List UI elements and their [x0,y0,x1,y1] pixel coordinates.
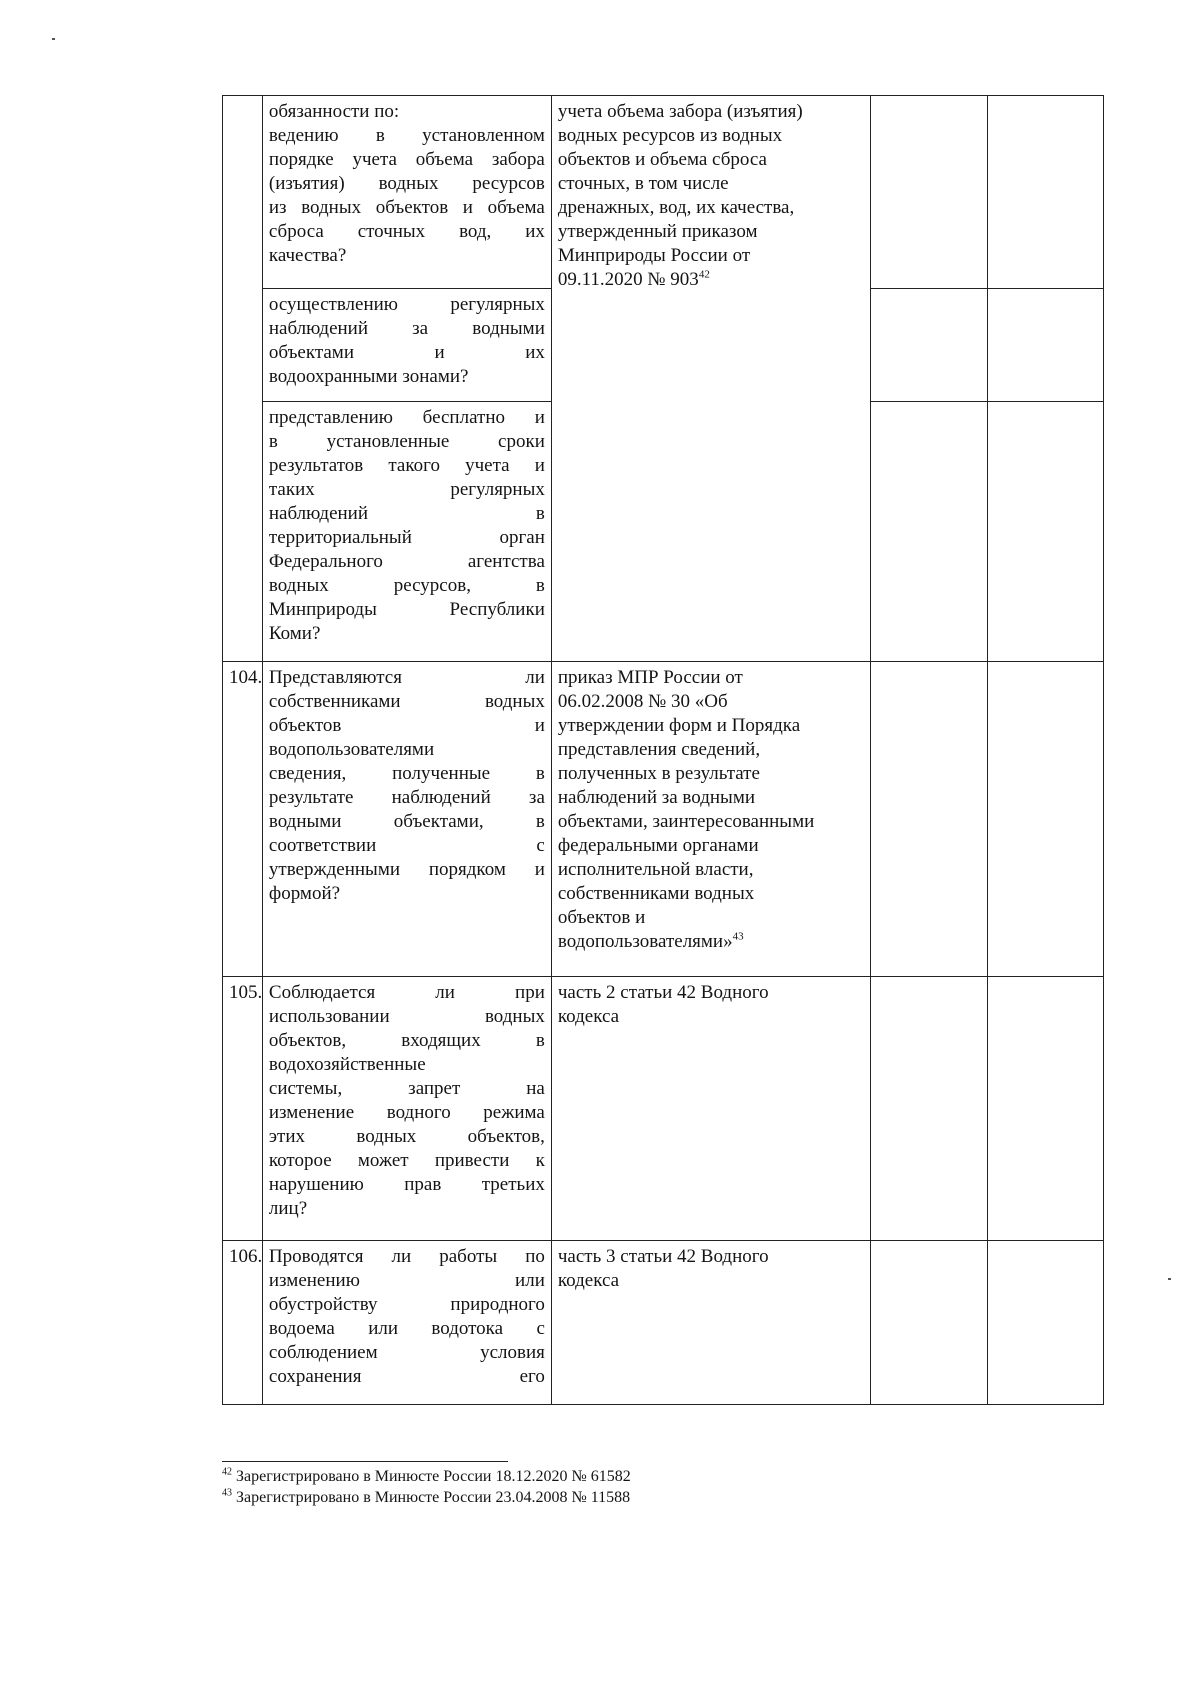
reference-line: водных ресурсов из водных [557,125,783,146]
question-line: объектов и [268,715,545,736]
question-line: лиц? [268,1198,308,1219]
empty-cell [987,662,1104,977]
reference-line: федеральными органами [557,835,759,856]
row-number-cell [223,1241,263,1405]
reference-line: часть 2 статьи 42 Водного [557,982,769,1003]
row-number-cell [223,96,263,662]
empty-cell [871,96,987,289]
question-cell [262,289,551,402]
empty-cell [871,662,987,977]
empty-cell [871,289,987,402]
question-line: объектов, входящих в [268,1030,545,1051]
question-cell [262,977,551,1241]
empty-cell [987,289,1104,402]
row-number: 104. [229,667,263,688]
empty-cell [987,1241,1104,1405]
question-line: Минприроды Республики [268,599,545,620]
question-line: формой? [268,883,341,904]
question-line: водопользователями [268,739,435,760]
reference-line: сточных, в том числе [557,173,729,194]
question-line: (изъятия) водных ресурсов [268,173,545,194]
question-line: таких регулярных [268,479,545,500]
row-number-cell [223,662,263,977]
question-line: изменение водного режима [268,1102,545,1123]
reference-line: утверждении форм и Порядка [557,715,801,736]
footnote-mark: 43 [222,1487,232,1499]
question-line: водохозяйственные [268,1054,426,1075]
question-line: сброса сточных вод, их [268,221,545,242]
scan-artifact [52,38,55,40]
reference-line: объектов и [557,907,646,928]
reference-cell [551,977,870,1241]
reference-cell [551,662,870,977]
reference-line: кодекса [557,1270,620,1291]
reference-line: объектами, заинтересованными [557,811,815,832]
question-cell [262,96,551,289]
table-row [223,977,1104,1241]
reference-line: утвержденный приказом [557,221,758,242]
footnotes [222,1466,631,1508]
question-line: качества? [268,245,347,266]
reference-line [558,268,864,292]
question-line: представлению бесплатно и [268,407,545,428]
question-line: собственниками водных [268,691,545,712]
question-line: в установленные сроки [268,431,545,452]
question-line: результатов такого учета и [268,455,545,476]
question-line: из водных объектов и объема [268,197,545,218]
question-line: водоохранными зонами? [268,366,469,387]
question-line: наблюдений в [268,503,545,524]
footnote-ref: 42 [698,268,710,281]
question-line: обязанности по: [268,101,400,122]
checklist-table [222,95,1104,1405]
empty-cell [871,402,987,662]
question-line: сведения, полученные в [268,763,545,784]
row-number: 106. [229,1246,263,1267]
footnote [222,1487,631,1508]
row-number: 105. [229,982,263,1003]
question-line: Коми? [268,623,321,644]
question-line: Представляются ли [268,667,545,688]
empty-cell [987,402,1104,662]
reference-cell [551,1241,870,1405]
question-line: утвержденными порядком и [268,859,545,880]
table-row [223,1241,1104,1405]
question-line: Соблюдается ли при [268,982,545,1003]
reference-cell [551,96,870,662]
question-line: территориальный орган [268,527,545,548]
question-line: изменению или [268,1270,545,1291]
reference-line-text: водопользователями» [557,931,733,952]
table-row [223,96,1104,289]
empty-cell [987,96,1104,289]
reference-line: исполнительной власти, [557,859,754,880]
question-line: соблюдением условия [268,1342,545,1363]
question-line: наблюдений за водными [268,318,545,339]
footnote-text: Зарегистрировано в Минюсте России 18.12.2020 № 61582 [236,1468,631,1485]
reference-line: объектов и объема сброса [557,149,767,170]
question-line: системы, запрет на [268,1078,545,1099]
question-line: этих водных объектов, [268,1126,545,1147]
question-line: водных ресурсов, в [268,575,545,596]
question-line: Федерального агентства [268,551,545,572]
footnote-mark: 42 [222,1466,232,1478]
question-line: водоема или водотока с [268,1318,545,1339]
reference-line: наблюдений за водными [557,787,756,808]
question-line: результате наблюдений за [268,787,545,808]
reference-line [558,930,864,954]
reference-line: учета объема забора (изъятия) [557,101,803,122]
reference-line: часть 3 статьи 42 Водного [557,1246,769,1267]
footnote-separator [222,1461,508,1462]
question-line: нарушению прав третьих [268,1174,545,1195]
reference-line-text: 09.11.2020 № 903 [557,269,699,290]
question-line: порядке учета объема забора [268,149,545,170]
reference-line: полученных в результате [557,763,760,784]
question-line: ведению в установленном [268,125,545,146]
question-line: Проводятся ли работы по [268,1246,545,1267]
reference-line: собственниками водных [557,883,755,904]
reference-line: дренажных, вод, их качества, [557,197,795,218]
question-line: водными объектами, в [268,811,545,832]
reference-line: представления сведений, [557,739,761,760]
question-cell [262,662,551,977]
table-row [223,662,1104,977]
reference-line: приказ МПР России от [557,667,743,688]
question-line: которое может привести к [268,1150,545,1171]
reference-line: 06.02.2008 № 30 «Об [557,691,728,712]
reference-line: кодекса [557,1006,620,1027]
footnote-text: Зарегистрировано в Минюсте России 23.04.2008 № 11588 [236,1489,631,1506]
footnote [222,1466,631,1487]
footnote-ref: 43 [732,930,744,943]
question-line: сохранения его [268,1366,545,1387]
question-line: обустройству природного [268,1294,545,1315]
question-line: осуществлению регулярных [268,294,545,315]
question-cell [262,402,551,662]
reference-line: Минприроды России от [557,245,751,266]
empty-cell [871,1241,987,1405]
row-number-cell [223,977,263,1241]
empty-cell [871,977,987,1241]
empty-cell [987,977,1104,1241]
question-line: использовании водных [268,1006,545,1027]
question-cell [262,1241,551,1405]
scan-artifact [1168,1278,1171,1280]
question-line: объектами и их [268,342,545,363]
question-line: соответствии с [268,835,545,856]
